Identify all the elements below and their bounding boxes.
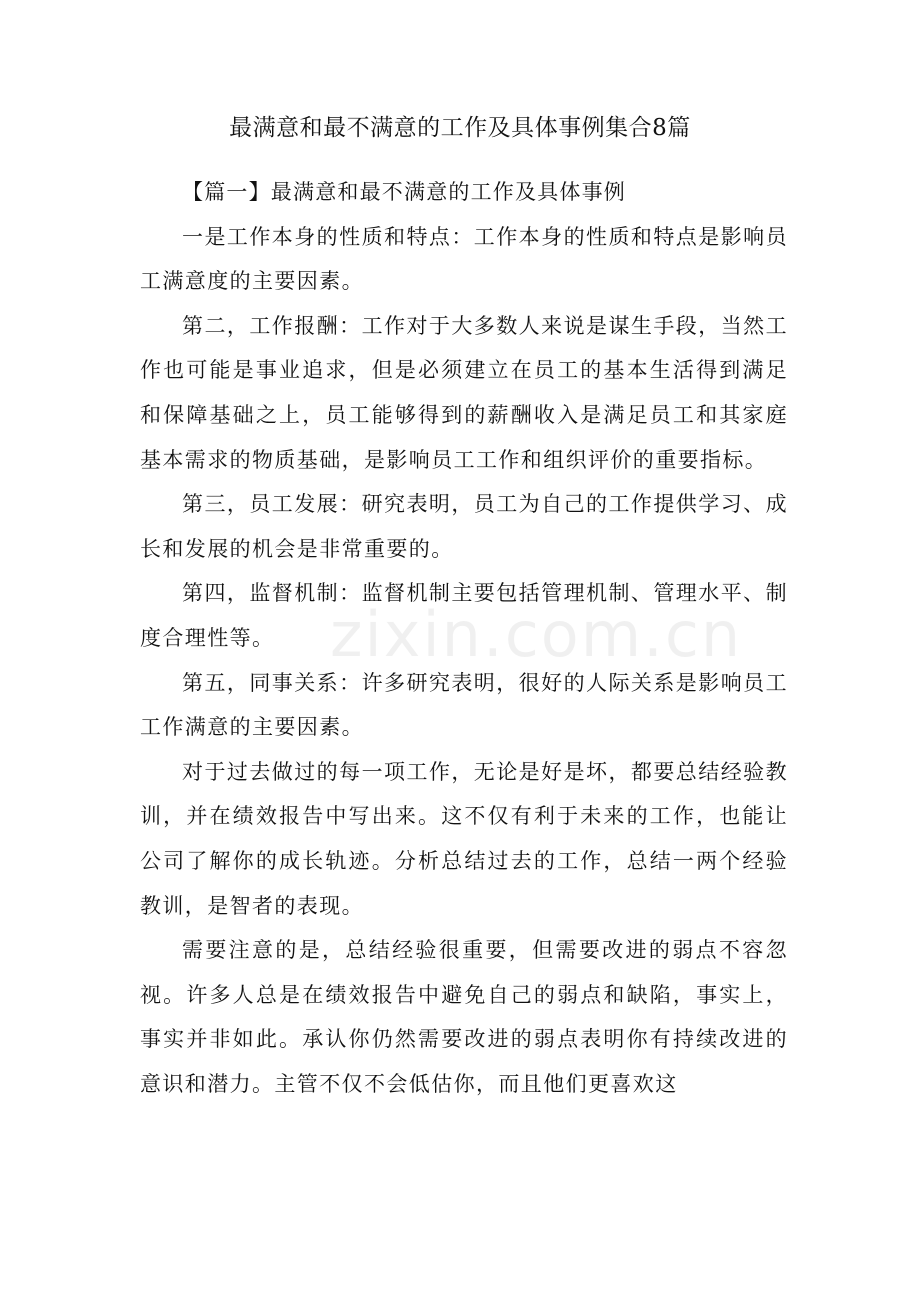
document-body	[140, 170, 788, 1106]
paragraph-3: 第三，员工发展：研究表明，员工为自己的工作提供学习、成长和发展的机会是非常重要的。	[140, 492, 788, 561]
watermark: zixin.com.cn	[330, 598, 743, 671]
paragraph-2: 第二，工作报酬：工作对于大多数人来说是谋生手段，当然工作也可能是事业追求，但是必须建立在员工的基本生活得到满足和保障基础之上，员工能够得到的薪酬收入是满足员工和其家庭基本需求的物质基础，是影响员工工作和组织评价的重要指标。	[140, 313, 788, 472]
paragraph-5: 第五，同事关系：许多研究表明，很好的人际关系是影响员工工作满意的主要因素。	[140, 670, 788, 740]
paragraph-7: 需要注意的是，总结经验很重要，但需要改进的弱点不容忽视。许多人总是在绩效报告中避免自己的弱点和缺陷，事实上，事实并非如此。承认你仍然需要改进的弱点表明你有持续改进的意识和潜力。主管不仅不会低估你，而且他们更喜欢这	[140, 938, 788, 1096]
section-heading: 【篇一】最满意和最不满意的工作及具体事例	[182, 180, 626, 204]
paragraph-6: 对于过去做过的每一项工作，无论是好是坏，都要总结经验教训，并在绩效报告中写出来。这不仅有利于未来的工作，也能让公司了解你的成长轨迹。分析总结过去的工作，总结一两个经验教训，是智者的表现。	[140, 759, 788, 918]
paragraph-1: 一是工作本身的性质和特点：工作本身的性质和特点是影响员工满意度的主要因素。	[140, 224, 788, 294]
document-title: 最满意和最不满意的工作及具体事例集合8篇	[229, 115, 691, 141]
paragraph-4: 第四，监督机制：监督机制主要包括管理机制、管理水平、制度合理性等。	[140, 581, 788, 650]
